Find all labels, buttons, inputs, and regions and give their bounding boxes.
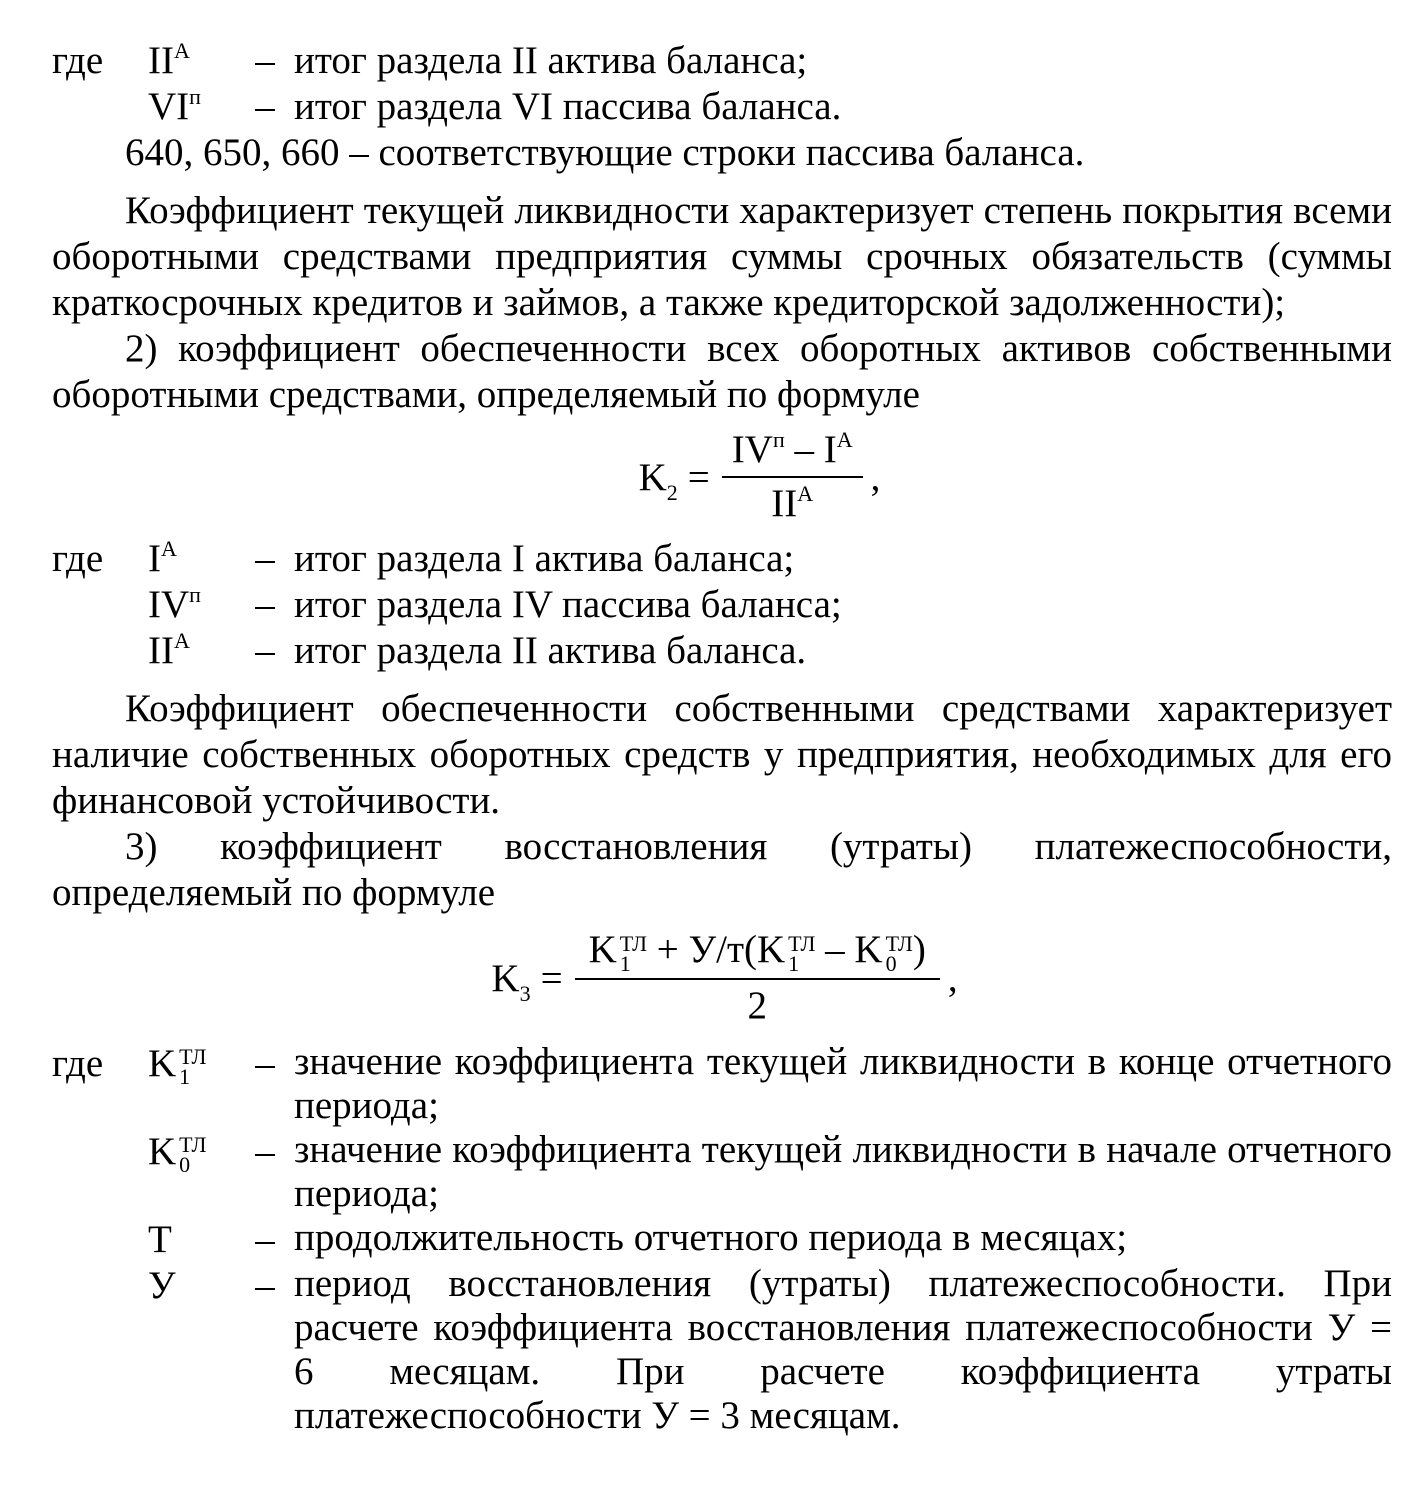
symbol: У xyxy=(148,1264,176,1307)
paragraph-current-liquidity: Коэффициент текущей ликвидности характеризует степень покрытия всеми оборотными средствами предприятия суммы срочных обязательств (суммы краткосрочных кредитов и займов, а также кредиторской задолженности); xyxy=(52,189,1392,324)
definition-text: продолжительность отчетного периода в месяцах; xyxy=(294,1216,1128,1259)
definitions-k2: где $I^А$ – итог раздела I актива баланса; $IV^п$ – итог раздела IV пассива баланса; $II^А$ – итог раздела II актива баланса. xyxy=(52,536,1392,674)
paragraph-own-funds: Коэффициент обеспеченности собственными средствами характеризует наличие собственных оборотных средств у предприятия, необходимых для его финансовой устойчивости. xyxy=(52,687,1392,822)
definition-text: итог раздела II актива баланса; xyxy=(294,39,808,82)
symbol: K ТЛ 0 xyxy=(148,1130,207,1178)
symbol: $IV^п$ xyxy=(148,582,201,626)
numerator: K ТЛ 1 + У/т(K ТЛ 1 – K ТЛ 0 ) xyxy=(588,928,926,976)
where-word: где xyxy=(52,537,104,580)
formula-k3: $K_3$ = K ТЛ 1 + У/т(K ТЛ 1 – K ТЛ 0 ) 2 , xyxy=(491,928,958,1027)
lines-note: 640, 650, 660 – соответствующие строки пассива баланса. xyxy=(125,131,1085,174)
definition-text: период восстановления (утраты) платежеспособности. При расчете коэффициента восстановления платежеспособности У = 6 месяцам. При расчете коэффициента утраты платежеспособности У = 3 месяцам. xyxy=(294,1262,1392,1437)
symbol: Т xyxy=(148,1218,172,1261)
definition-text: значение коэффициента текущей ликвидности в начале отчетного периода; xyxy=(294,1128,1392,1215)
paragraph-coefficient-3: 3) коэффициент восстановления (утраты) платежеспособности, определяемый по формуле xyxy=(52,825,1392,914)
definition-text: итог раздела IV пассива баланса; xyxy=(294,583,842,626)
definition-text: значение коэффициента текущей ликвидности в конце отчетного периода; xyxy=(294,1040,1392,1127)
where-word: где xyxy=(52,39,104,82)
symbol: $II^А$ xyxy=(148,38,190,82)
numerator: $IV^п - I^А$ xyxy=(731,427,853,471)
fraction xyxy=(575,928,940,1027)
fraction xyxy=(722,428,863,526)
denominator: $II^А$ xyxy=(771,481,814,525)
definition-text: итог раздела II актива баланса. xyxy=(294,629,807,672)
definitions-k3: где K ТЛ 1 – значение коэффициента текущей ликвидности в конце отчетного периода; K ТЛ 0 – значение коэффициента текущей ликвидности в начале отчетного периода; Т – продолжительность отчетного периода в месяцах; У – период восстановления (утраты) платежеспособности. При расчете коэффициента восстановления платежеспособности У = 6 месяцам. При расчете коэффициента утраты платежеспособности У = 3 месяцам. xyxy=(52,1040,1392,1437)
definitions-sections: где $II^А$ – итог раздела II актива баланса; $VI^п$ – итог раздела VI пассива баланса. xyxy=(52,38,1392,130)
symbol: $II^А$ xyxy=(148,628,190,672)
formula-k2: $K_2$ = $\frac{IV^п - I^А}{II^А}$ , xyxy=(638,427,881,525)
definition-text: итог раздела I актива баланса; xyxy=(294,537,795,580)
document-page xyxy=(52,38,1392,1438)
paragraph-coefficient-2: 2) коэффициент обеспеченности всех оборотных активов собственными оборотными средствами, определяемый по формуле xyxy=(52,327,1392,416)
symbol: K ТЛ 1 xyxy=(148,1042,207,1090)
denominator: 2 xyxy=(747,983,767,1027)
definition-text: итог раздела VI пассива баланса. xyxy=(294,85,842,128)
formula-lhs: $K_2$ xyxy=(638,455,678,505)
symbol: $VI^п$ xyxy=(148,84,201,128)
where-word: где xyxy=(52,1042,104,1085)
symbol: $I^А$ xyxy=(148,536,177,580)
formula-lhs: $K_3$ xyxy=(491,956,531,1006)
